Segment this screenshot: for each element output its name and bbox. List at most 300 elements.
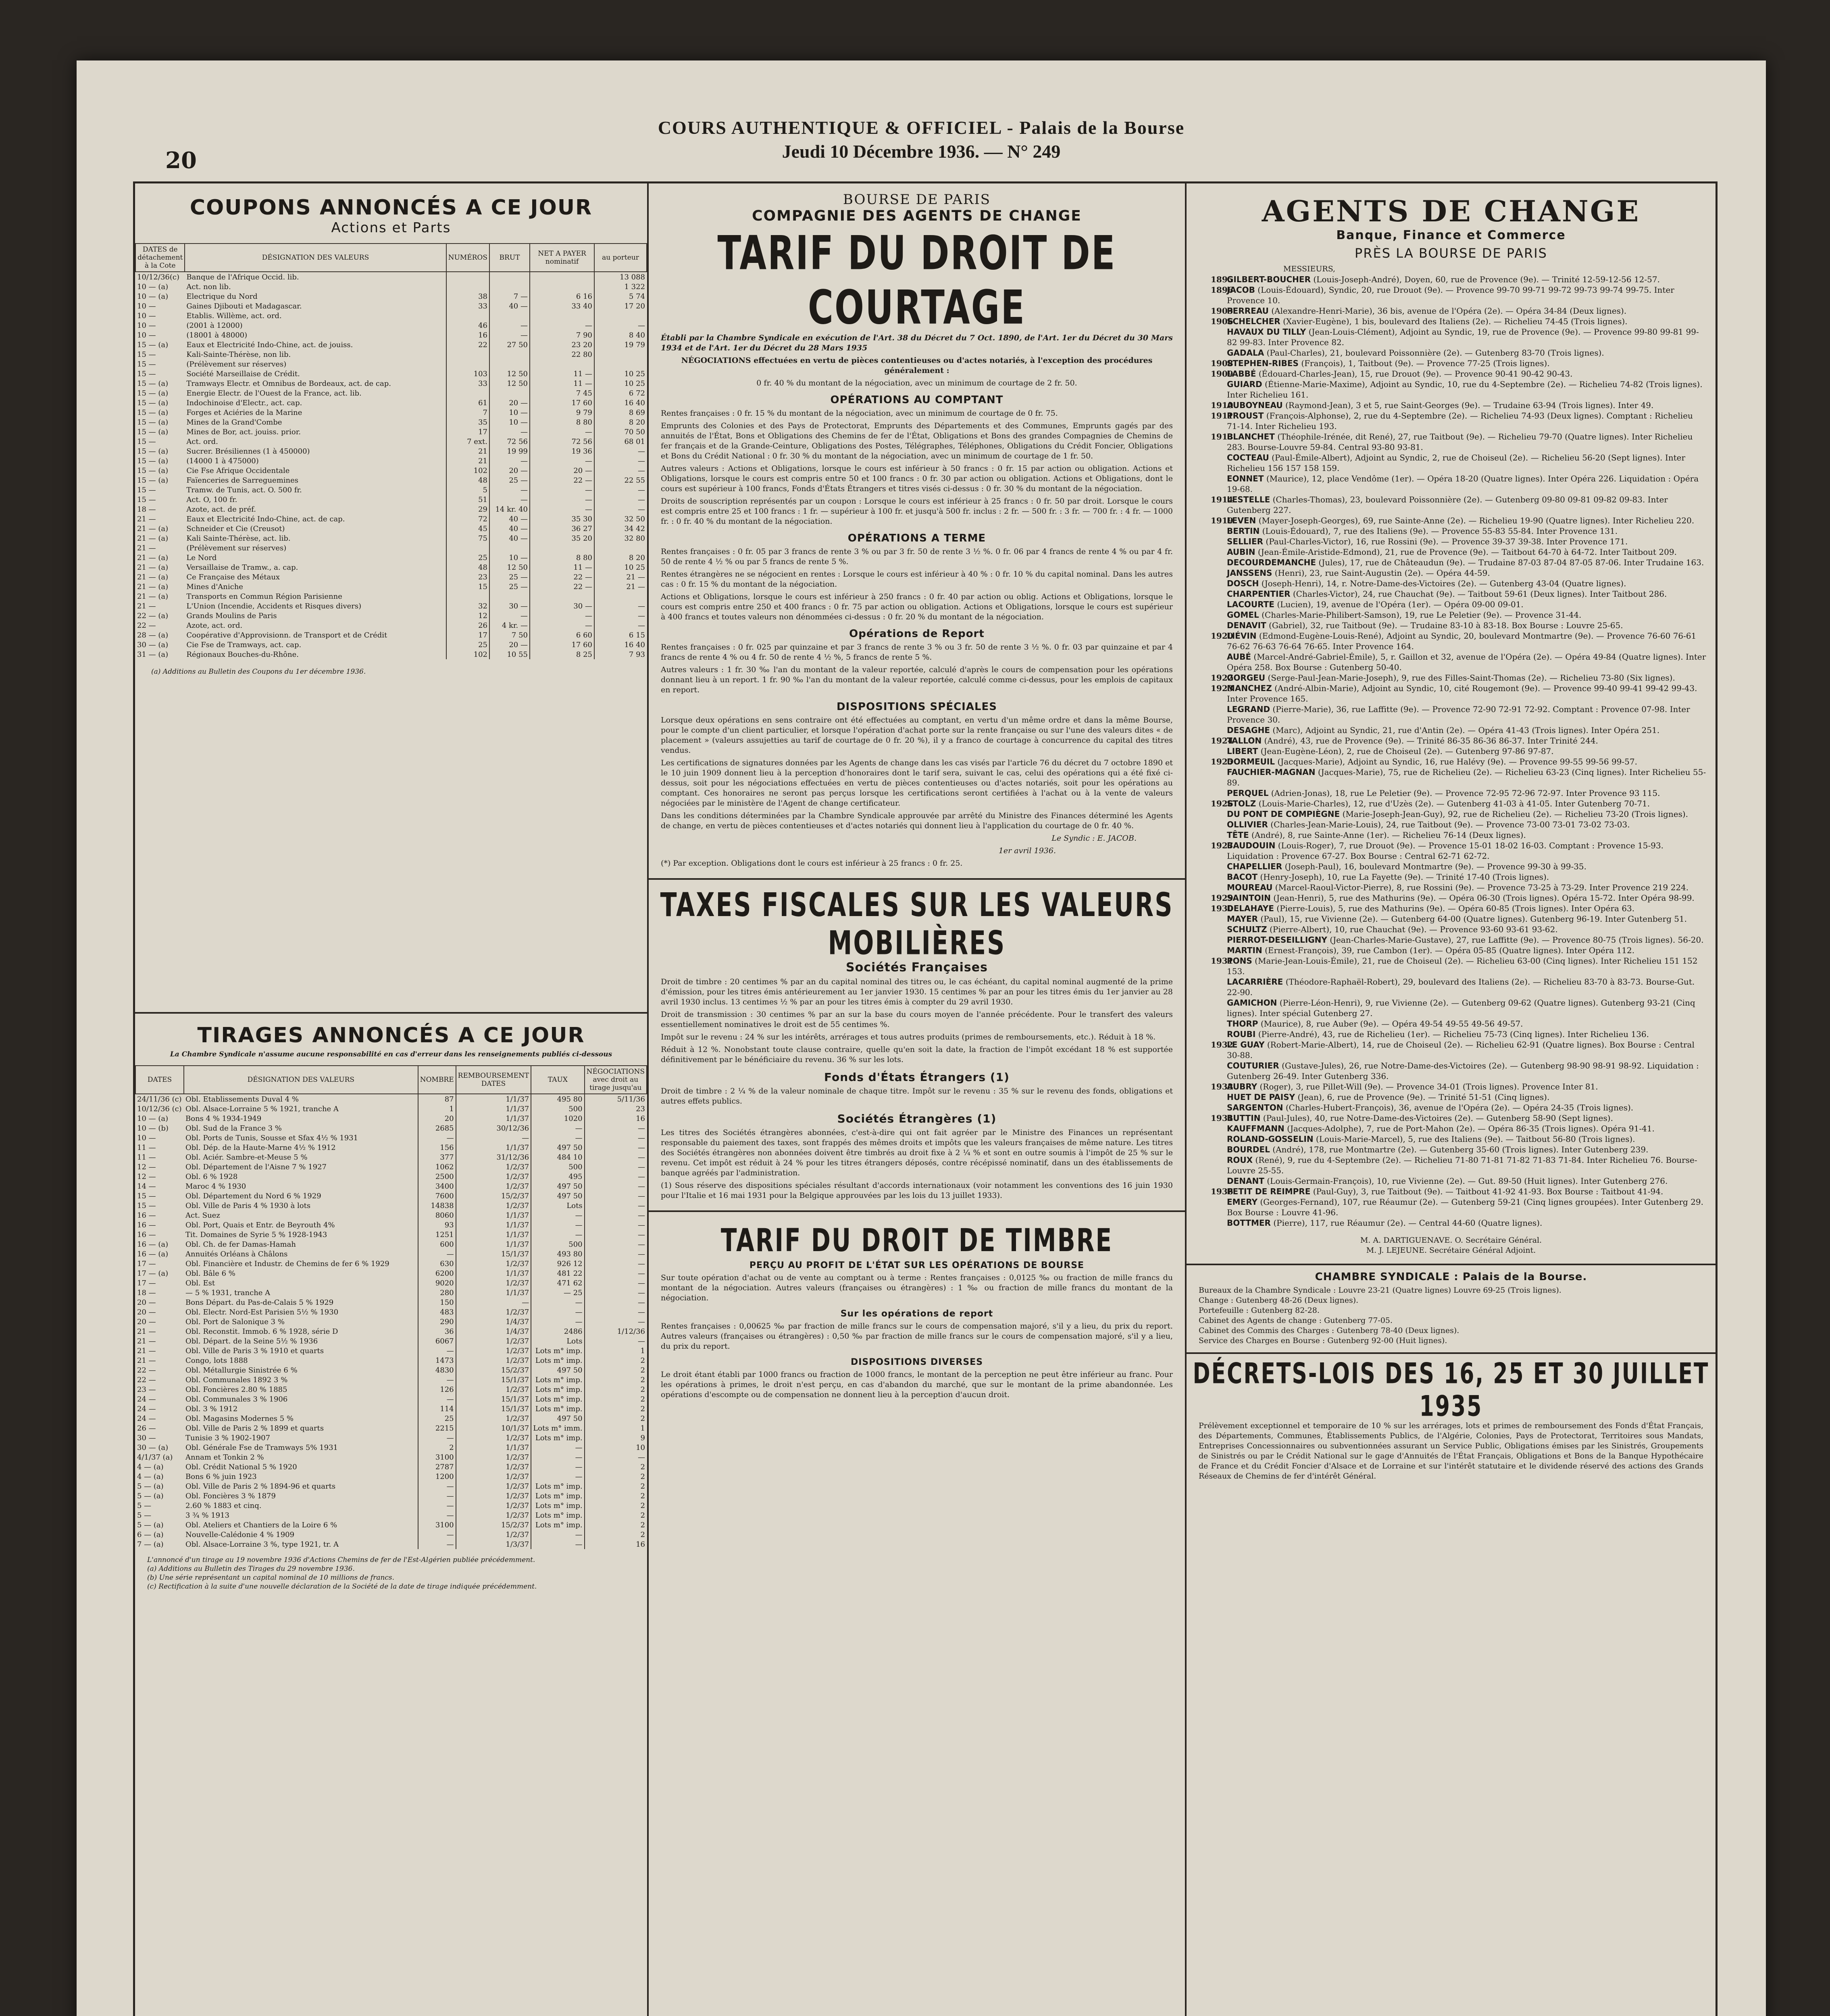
coupon-cell: — [489,330,530,340]
tirage-cell: Obl. Ville de Paris 4 % 1930 à lots [185,1201,311,1210]
coupon-cell: 15 [446,582,489,591]
agent-details: (Gabriel), 32, rue Taitbout (9e). — Trudaine 83-10 à 83-18. Box Bourse : Louvre 25-65. [1269,621,1623,630]
tirage-cell: Lots m° imp. [531,1520,584,1530]
timbre-subtitle: PERÇU AU PROFIT DE L'ÉTAT SUR LES OPÉRATIONS DE BOURSE [749,1260,1085,1270]
coupon-cell: 4 kr. — [489,621,530,630]
tirage-cell: 15/2/37 [456,1365,531,1375]
agent-name: PETIT DE REIMPRE [1227,1187,1311,1196]
coupon-row [135,630,647,640]
coupon-cell [446,388,489,398]
agent-entry [1195,924,1707,935]
agent-name: DORMEUIL [1227,757,1275,766]
tirage-cell: 1062 [418,1162,456,1172]
tirage-cell: — [418,1530,456,1539]
tirage-row [135,1191,647,1201]
tirage-cell: 7 — (a) [137,1540,164,1549]
agent-name: LEGRAND [1227,704,1270,714]
tirage-cell: Obl. 6 % 1928 [185,1172,238,1181]
agent-name: DECOURDEMANCHE [1227,558,1316,567]
coupon-cell: Schneider et Cie (Creusot) [186,524,285,533]
agents-title: AGENTS DE CHANGE [1262,194,1641,228]
tirage-cell: — [531,1230,584,1239]
coupon-cell: 36 27 [530,524,594,533]
tirage-cell: Lots [531,1336,584,1346]
agent-name: BOURDEL [1227,1145,1270,1154]
tirages-note: (c) Rectification à la suite d'une nouvelle déclaration de la Société de la date de tirage indiquée précédemment. [147,1583,537,1591]
decrets-section [1187,1352,1715,1481]
tirage-cell: 1/1/37 [456,1104,531,1114]
tirage-cell: — [585,1220,647,1230]
coupon-cell: Faïenceries de Sarreguemines [186,476,299,485]
coupon-cell: 8 40 [594,330,647,340]
tirage-cell: — [531,1297,584,1307]
agent-name: BOTTMER [1227,1218,1271,1228]
coupon-cell: — [594,446,647,456]
agent-name: SARGENTON [1227,1103,1283,1112]
coupon-cell: 25 [446,640,489,650]
agent-year: 1924 [1211,736,1233,746]
coupon-cell: 8 20 [594,553,647,562]
agent-name: STOLZ [1227,799,1256,808]
agent-entry [1195,673,1707,683]
coupon-row [135,437,647,446]
agent-name: JACOB [1227,285,1255,295]
tirage-cell: — [531,1443,584,1452]
tirage-cell: 5 — (a) [137,1520,164,1529]
tirage-row [135,1472,647,1481]
tirage-cell: 484 10 [531,1152,584,1162]
coupon-cell: 15 — (a) [137,389,169,398]
coupon-cell: 15 — [137,350,156,359]
coupons-subtitle: Actions et Parts [331,220,451,236]
coupon-cell: 21 [446,456,489,466]
tirage-row [135,1510,647,1520]
agent-entry [1195,1144,1707,1155]
agent-entry [1195,998,1707,1018]
coupon-cell [489,388,530,398]
coupon-cell: 21 — (a) [137,524,169,533]
coupon-cell: — [530,621,594,630]
tirage-cell: — [585,1239,647,1249]
coupon-cell: Forges et Aciéries de la Marine [186,408,302,417]
tirage-cell: 25 [418,1414,456,1423]
agent-details: (Jean-Louis-Clément), Adjoint au Syndic, 19, rue de Provence (9e). — Provence 99-80 99-81 99-82 99-83. Inter Provence 82. [1227,327,1699,347]
agent-year: 1910 [1211,400,1233,410]
coupon-cell: Transports en Commun Région Parisienne [186,592,342,601]
agent-details: (Marcel-Raoul-Victor-Pierre), 8, rue Rossini (9e). — Provence 73-25 à 73-29. Inter Provence 219 224. [1275,883,1689,892]
tirage-cell: — [418,1539,456,1549]
tirage-row [135,1210,647,1220]
coupon-cell: 68 01 [594,437,647,446]
coupon-cell: 22 — [530,582,594,591]
coupon-cell: Act. ord. [186,437,218,446]
tirage-row [135,1201,647,1210]
tirage-cell: 1/4/37 [456,1327,531,1336]
tirage-cell: 1/1/37 [456,1268,531,1278]
agent-name: AUBÉ [1227,652,1251,662]
agent-name: PONS [1227,956,1252,966]
coupon-cell: 16 40 [594,398,647,408]
agent-name: TALLON [1227,736,1262,746]
tirage-cell: 1/1/37 [456,1094,531,1104]
coupon-cell: 21 — [137,514,156,523]
agent-entry [1195,798,1707,809]
tirage-cell: 4830 [418,1365,456,1375]
coupon-cell: Cie Fse Afrique Occidentale [186,466,290,475]
coupon-cell: 28 — (a) [137,631,169,639]
coupon-cell: 72 [446,514,489,524]
tirage-row [135,1404,647,1414]
header-title: COURS AUTHENTIQUE & OFFICIEL - Palais de la Bourse [658,117,1185,138]
agent-entry [1195,274,1707,285]
coupon-cell [530,272,594,282]
agent-year: 1931 [1211,956,1233,966]
agent-details: (René), 9, rue du 4-Septembre (2e). — Richelieu 71-80 71-81 71-82 71-83 71-84. Inter Richelieu 76. Bourse-Louvre 25-55. [1227,1155,1697,1175]
coupon-cell: 22 80 [530,350,594,359]
agent-name: KAUFFMANN [1227,1124,1285,1133]
tirage-cell: 10/12/36 (c) [137,1104,182,1113]
coupon-cell: 5 [446,485,489,495]
tirage-cell: 10 — [137,1133,156,1142]
agent-name: COUTURIER [1227,1061,1279,1070]
coupon-cell: Société Marseillaise de Crédit. [186,369,300,378]
tirage-cell: Obl. Est [185,1279,215,1287]
tirage-cell: — [531,1530,584,1539]
tirage-cell: — [418,1481,456,1491]
coupon-cell: Tramways Electr. et Omnibus de Bordeaux, act. de cap. [186,379,391,388]
taxes-footnote: (1) Sous réserve des dispositions spéciales résultant d'accords internationaux (voir notamment les conventions des 16 juin 1930 pour l'Italie et 16 mai 1931 pour la Belgique approuvées par les lois du 13 juillet 1933). [661,1181,1173,1200]
agent-details: (Jacques-Marie), 75, rue de Richelieu (2e). — Richelieu 63-23 (Cinq lignes). Inter Richelieu 55-89. [1227,767,1706,787]
coupon-cell: 10 — [137,311,156,320]
tirage-cell: — [418,1133,456,1143]
coupon-cell: Tramw. de Tunis, act. O. 500 fr. [186,485,302,494]
agent-name: BAUDOUIN [1227,841,1276,850]
tirage-row [135,1327,647,1336]
agent-name: EONNET [1227,474,1264,483]
coupon-cell: 22 55 [594,475,647,485]
coupon-cell: Kali-Sainte-Thérèse, non lib. [186,350,291,359]
coupon-cell: Banque de l'Afrique Occid. lib. [186,273,299,281]
agent-year: 1908 [1211,358,1233,368]
tirage-cell: 600 [418,1239,456,1249]
tirage-cell: 1 [585,1423,647,1433]
agent-details: (François-Alphonse), 2, rue du 4-Septembre (2e). — Richelieu 74-93 (Deux lignes). Comptant : Richelieu 71-14. Inter Richelieu 193. [1227,411,1693,431]
agent-year: 1934 [1211,1113,1233,1123]
coupon-cell [489,272,530,282]
agent-entry [1195,809,1707,819]
agent-details: (Alexandre-Henri-Marie), 36 bis, avenue de l'Opéra (2e). — Opéra 34-84 (Deux lignes). [1271,306,1627,316]
tirage-cell: 5 — [137,1501,152,1510]
coupon-cell: Kali Sainte-Thérèse, act. lib. [186,534,291,543]
tirages-col-negociations: NÉGOCIATIONS avec droit au tirage jusqu'au [585,1066,647,1094]
agent-entry [1195,1060,1707,1081]
tirage-cell: 21 — [137,1327,156,1336]
tirage-cell: 8060 [418,1210,456,1220]
agent-details: (Xavier-Eugène), 1 bis, boulevard des Italiens (2e). — Richelieu 74-45 (Trois lignes). [1283,317,1628,326]
tirage-row [135,1481,647,1491]
coupon-cell [594,311,647,321]
tirage-cell: Nouvelle-Calédonie 4 % 1909 [185,1530,295,1539]
tirage-cell: 150 [418,1297,456,1307]
tirage-cell: 15/1/37 [456,1375,531,1385]
tirage-cell: 1/12/36 [585,1327,647,1336]
tirage-cell: 11 — [137,1143,156,1152]
agent-entry [1195,358,1707,369]
coupon-row [135,446,647,456]
agent-details: (Serge-Paul-Jean-Marie-Joseph), 9, rue des Filles-Saint-Thomas (2e). — Richelieu 73-80 (Six lignes). [1268,673,1675,683]
tirage-cell: Obl. Foncières 3 % 1879 [185,1491,276,1500]
agent-entry [1195,410,1707,431]
coupon-cell: 75 [446,533,489,543]
coupon-cell: 48 [446,475,489,485]
agent-name: DESAGHE [1227,725,1270,735]
tirage-cell: 1200 [418,1472,456,1481]
coupon-cell: 15 — [137,485,156,494]
coupon-cell: — [530,485,594,495]
coupon-row [135,553,647,562]
tirage-cell: — [585,1249,647,1259]
agent-name: LEVEN [1227,516,1256,525]
comptant-text: Rentes françaises : 0 fr. 15 % du montant de la négociation, avec un minimum de courtage de 0 fr. 75. [661,409,1058,418]
coupon-cell: 17 60 [530,398,594,408]
coupon-cell: 32 80 [594,533,647,543]
tirage-cell: 1/1/37 [456,1443,531,1452]
tirage-cell: — [531,1462,584,1472]
coupon-cell: 7 — [489,292,530,301]
coupon-cell [489,359,530,369]
coupon-cell: — [489,321,530,330]
coupon-cell: Grands Moulins de Paris [186,611,277,620]
coupon-row [135,340,647,350]
tirage-cell: — [585,1143,647,1152]
coupon-cell: 10 — [137,321,156,330]
coupon-cell [594,359,647,369]
coupon-cell: 10/12/36(c) [137,273,179,281]
coupon-row [135,427,647,437]
agent-details: (Joseph-Henri), 14, r. Notre-Dame-des-Victoires (2e). — Gutenberg 43-04 (Quatre lignes). [1261,579,1626,588]
agent-name: DELAHAYE [1227,904,1274,913]
coupon-row [135,330,647,340]
agent-details: (Marie-Joseph-Jean-Guy), 92, rue de Richelieu (2e). — Richelieu 73-20 (Trois lignes). [1342,809,1688,819]
coupon-cell: 19 99 [489,446,530,456]
agent-year: 1920 [1211,631,1233,641]
coupon-row [135,466,647,475]
terme-text: Rentes françaises : 0 fr. 05 par 3 francs de rente 3 % ou par 3 fr. 50 de rente 3 ½ %. 0 fr. 06 par 4 francs de rente 4 % ou par 4 fr. 50 de rente 4 ½ % ou par 5 francs de rente 5 %. [661,547,1173,566]
tirage-cell: 20 — [137,1317,156,1326]
coupon-cell: 45 [446,524,489,533]
agent-entry [1195,735,1707,746]
chambre-line: Change : Gutenberg 48-26 (Deux lignes). [1199,1296,1359,1305]
tirage-cell: Obl. 3 % 1912 [185,1404,238,1413]
agent-name: BUTTIN [1227,1113,1261,1123]
coupons-col-designation: DÉSIGNATION DES VALEURS [185,244,446,272]
tirage-row [135,1365,647,1375]
coupon-row [135,495,647,504]
agent-year: 1936 [1211,1187,1233,1196]
terme-text: Rentes étrangères ne se négocient en rentes : Lorsque le cours est inférieur à 40 % : 0 fr. 10 % du capital nominal. Dans les autres cas : 0 fr. 15 % du montant de la négociation. [661,570,1173,589]
agent-details: (Louis-Germain-François), 10, rue Vivienne (2e). — Gut. 89-50 (Huit lignes). Inter Gutenberg 276. [1267,1176,1668,1186]
agent-entry [1195,306,1707,316]
agent-year: 1905 [1211,306,1233,316]
tirage-cell: — 5 % 1931, tranche A [185,1288,271,1297]
coupon-cell: — [489,456,530,466]
coupon-cell: 6 15 [594,630,647,640]
coupon-cell [446,350,489,359]
agent-details: (Jean-Eugène-Léon), 2, rue de Choiseul (2e). — Gutenberg 97-86 97-87. [1260,746,1554,756]
coupon-row [135,514,647,524]
coupon-cell: 10 25 [594,379,647,388]
tirage-cell: 6067 [418,1336,456,1346]
tirage-cell: 1/2/37 [456,1259,531,1268]
coupon-cell: 33 40 [530,301,594,311]
coupon-cell: 15 — (a) [137,340,169,349]
coupon-cell: 11 — [530,369,594,379]
coupon-row [135,591,647,601]
agent-entry [1195,1081,1707,1092]
tirage-cell: 15/2/37 [456,1191,531,1201]
agent-entry [1195,578,1707,589]
agent-details: (Charles-Marie-Philibert-Samson), 19, rue Le Peletier (9e). — Provence 31-44. [1262,610,1582,620]
agent-year: 1932 [1211,1040,1233,1050]
tirage-cell: 1/2/37 [456,1278,531,1288]
tirage-cell: 1/2/37 [456,1172,531,1181]
tirage-cell: — [585,1123,647,1133]
agent-name: GILBERT-BOUCHER [1227,275,1311,284]
tirages-note: (a) Additions au Bulletin des Tirages du 29 novembre 1936. [147,1565,355,1573]
agent-entry [1195,557,1707,568]
coupon-cell: 14 kr. 40 [489,504,530,514]
tirage-cell: Obl. Ville de Paris 2 % 1899 et quarts [185,1424,324,1433]
agent-details: (Charles-Victor), 24, rue Chauchat (9e). — Taitbout 59-61 (Deux lignes). Inter Taitbout 286. [1293,589,1667,599]
agent-entry [1195,977,1707,998]
tirage-row [135,1278,647,1288]
tirage-cell: — [585,1191,647,1201]
coupon-cell [446,311,489,321]
coupon-row [135,562,647,572]
agent-details: (André), 178, rue Montmartre (2e). — Gutenberg 35-60 (Trois lignes). Inter Gutenberg 239. [1272,1145,1649,1154]
coupon-row [135,533,647,543]
coupon-cell: 20 — [489,466,530,475]
tirage-cell: 87 [418,1094,456,1104]
tirage-cell: Obl. Ateliers et Chantiers de la Loire 6 % [185,1520,337,1529]
agent-entry [1195,1102,1707,1113]
agent-details: (Paul-Guy), 3, rue Taitbout (9e). — Taitbout 41-92 41-93. Box Bourse : Taitbout 41-94. [1313,1187,1663,1196]
agent-name: STEPHEN-RIBES [1227,358,1299,368]
coupon-cell: Eaux et Electricité Indo-Chine, act. de cap. [186,514,345,523]
coupon-cell: 25 — [489,572,530,582]
coupon-cell: 11 — [530,379,594,388]
signature-date: 1er avril 1936. [998,846,1056,855]
tirage-cell: 1/1/37 [456,1288,531,1297]
coupon-cell: — [594,321,647,330]
chambre-lines [1199,1285,1703,1346]
agents-subtitle2: PRÈS LA BOURSE DE PARIS [1355,246,1547,261]
tirage-cell: Bons 4 % 1934-1949 [185,1114,262,1123]
coupon-row [135,388,647,398]
coupon-cell: 10 — [489,408,530,417]
agent-entry [1195,756,1707,767]
tirage-cell: 1020 [531,1114,584,1123]
special-text: Lorsque deux opérations en sens contraire ont été effectuées au comptant, en vertu d'un même ordre et dans la même Bourse, pour le compte d'un client particulier, et lorsque l'opération d'achat porte sur la rente française ou sur l'une des valeurs dites « de placement » (valeurs assujetties au tarif de courtage de 0 fr. 20 %), il y a franco de courtage à concurrence du capital des titres vendus. [661,716,1173,755]
coupon-cell: 7 50 [489,630,530,640]
tarif-courtage-section [649,192,1185,868]
tirage-row [135,1530,647,1539]
tirage-cell: Annam et Tonkin 2 % [185,1453,264,1462]
tirage-cell: — [531,1123,584,1133]
agent-year: 1896 [1211,285,1233,295]
tirage-cell: Lots m° imm. [531,1423,584,1433]
coupon-row [135,350,647,359]
tirage-cell: 17 — [137,1279,156,1287]
agent-details: (Louis-Roger), 7, rue Drouot (9e). — Provence 15-01 18-02 16-03. Comptant : Provence 15-93. Liquidation : Provence 67-27. Box Bourse : Central 62-71 62-72. [1227,841,1664,861]
tirage-cell: 16 — (a) [137,1240,169,1249]
coupon-row [135,456,647,466]
agent-entry [1195,1186,1707,1197]
coupon-cell: 22 — (a) [137,611,169,620]
agent-details: (Robert-Marie-Albert), 14, rue de Choiseul (2e). — Richelieu 62-91 (Quatre lignes). Box Bourse : Central 30-88. [1227,1040,1695,1060]
tirage-cell: Lots m° imp. [531,1375,584,1385]
coupon-cell: 21 [446,446,489,456]
agent-entry [1195,840,1707,861]
agent-entry [1195,494,1707,515]
taxes-fr-text: Réduit à 12 %. Nonobstant toute clause contraire, quelle qu'en soit la date, la fraction de l'impôt excédant 18 % est supportée définitivement par le bénéficiaire du revenu. 36 % sur les lots. [661,1045,1173,1064]
report-title: Opérations de Report [849,628,985,640]
tirage-cell: 93 [418,1220,456,1230]
tirage-cell: 3400 [418,1181,456,1191]
tirage-cell: Bons Départ. du Pas-de-Calais 5 % 1929 [185,1298,334,1307]
agent-entry [1195,746,1707,756]
comptant-text: Droits de souscription représentés par un coupon : Lorsque le cours est inférieur à 25 francs : 0 fr. 50 par droit. Lorsque le cours est compris entre 25 et 100 francs : 1 fr. — supérieur à 100 fr. et jusqu'à 500 fr. inclus : 2 fr. — 500 fr. : 3 fr. — 700 fr. : 4 fr. — 1000 fr. : 0 fr. 40 % du montant de la négociation. [661,497,1173,526]
agent-details: (Paul-Charles), 21, boulevard Poissonnière (2e). — Gutenberg 83-70 (Trois lignes). [1266,348,1604,358]
tirages-col-dates: DATES [135,1066,184,1094]
timbre-text: Le droit étant établi par 1000 francs ou fraction de 1000 francs, le montant de la perception ne peut être inférieur au franc. Pour les opérations à primes, le droit n'est perçu, en cas d'abandon du marché, que sur le montant de la prime abandonnée. Les opérations d'escompte ou de compensation ne donnent lieu à la perception d'aucun droit. [661,1370,1173,1399]
agent-details: (Mayer-Joseph-Georges), 69, rue Sainte-Anne (2e). — Richelieu 19-90 (Quatre lignes). Inter Richelieu 220. [1258,516,1695,525]
tirage-row [135,1385,647,1394]
tirages-rows [135,1094,647,1549]
coupon-cell: 15 — (a) [137,466,169,475]
tirage-cell: 16 — [137,1220,156,1229]
coupon-row [135,601,647,611]
coupon-cell: 40 — [489,514,530,524]
coupon-cell [446,543,489,553]
coupon-cell: 19 36 [530,446,594,456]
coupon-row [135,543,647,553]
coupon-cell: 51 [446,495,489,504]
agent-year: 1929 [1211,893,1233,903]
tirage-cell: Lots m° imp. [531,1433,584,1443]
agent-entry [1195,652,1707,673]
tirage-cell: 2 [585,1365,647,1375]
tirage-cell: 10 — (b) [137,1124,169,1133]
messieurs-label: MESSIEURS, [1283,264,1336,273]
coupon-row [135,650,647,659]
coupon-cell: 30 — [530,601,594,611]
tirage-row [135,1317,647,1327]
tirage-cell: — [585,1278,647,1288]
tirage-cell: 16 — [137,1230,156,1239]
agent-details: (Charles-Jean-Marie-Louis), 24, rue Taitbout (9e). — Provence 73-00 73-01 73-02 73-03. [1270,820,1630,829]
agent-details: (Pierre-Albert), 10, rue Chauchat (9e). — Provence 93-60 93-61 93-62. [1270,925,1558,934]
tirage-cell: — [585,1230,647,1239]
special-text: Les certifications de signatures données par les Agents de change dans les cas visés par l'article 76 du décret du 7 octobre 1890 et le 10 juin 1909 donnent lieu à la perception d'honoraires dont le tarif sera, suivant le cas, celui des opérations qui a été fixé ci-dessus, soit pour les négociations effectuées en vertu de pièces contentieuses ou d'actes notariés, soit pour les opérations au comptant. Ces honoraires ne seront pas perçus lorsque les certifications seront certifiées à l'achat ou à la vente de valeurs négociées par le ministère de l'Agent de change certificateur. [661,758,1173,808]
tirage-row [135,1491,647,1501]
tirage-cell: 471 62 [531,1278,584,1288]
tirage-cell: 1/2/37 [456,1452,531,1462]
page-number: 20 [165,147,197,174]
tirages-table [135,1065,647,1549]
tirage-cell: — [418,1501,456,1510]
agent-name: MAYER [1227,914,1258,924]
